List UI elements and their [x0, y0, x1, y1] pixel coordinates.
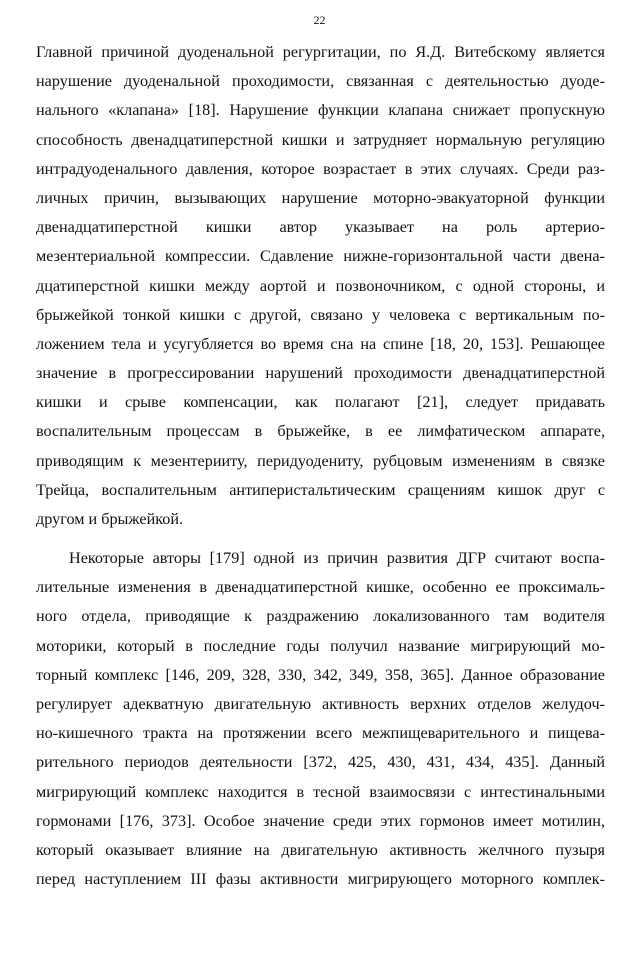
text-line: моторики, который в последние годы получил название мигрирующий мо- [36, 636, 605, 655]
text-line: нарушение дуоденальной проходимости, связанная с деятельностью дуоде- [36, 72, 605, 91]
text-line: который оказывает влияние на двигательную активность желчного пузыря [36, 840, 605, 859]
text-line: приводящим к мезентерииту, перидуодениту, рубцовым изменениям в связке [36, 451, 605, 470]
text-line: перед наступлением III фазы активности мигрирующего моторного комплек- [36, 870, 605, 889]
paragraph-1 [36, 38, 605, 534]
text-line: торный комплекс [146, 209, 328, 330, 342, 349, 358, 365]. Данное образование [36, 665, 605, 684]
text-line: регулирует адекватную двигательную активность верхних отделов желудоч- [36, 694, 605, 713]
text-line: способность двенадцатиперстной кишки и затрудняет нормальную регуляцию [36, 130, 605, 149]
page-number: 22 [313, 13, 326, 27]
text-line: мезентериальной компрессии. Сдавление нижне-горизонтальной части двена- [36, 247, 605, 266]
text-line: другом и брыжейкой. [36, 510, 184, 528]
text-line: кишки и срыве компенсации, как полагают [21], следует придавать [36, 393, 605, 412]
text-line: Трейца, воспалительным антиперистальтическим сращениям кишок друг с [36, 480, 605, 499]
text-line: гормонами [176, 373]. Особое значение среди этих гормонов имеет мотилин, [36, 811, 605, 830]
text-line: рительного периодов деятельности [372, 425, 430, 431, 434, 435]. Данный [36, 753, 605, 772]
text-line: Главной причиной дуоденальной регургитации, по Я.Д. Витебскому является [36, 43, 605, 61]
text-line: двенадцатиперстной кишки автор указывает на роль артерио- [36, 218, 605, 237]
text-line: воспалительным процессам в брыжейке, в ее лимфатическом аппарате, [36, 422, 605, 441]
text-line: Некоторые авторы [179] одной из причин развития ДГР считают воспа- [69, 549, 605, 567]
text-line: но-кишечного тракта на протяжении всего межпищеварительного и пищева- [36, 724, 605, 743]
text-line: значение в прогрессировании нарушений проходимости двенадцатиперстной [36, 364, 605, 383]
text-line: нального «клапана» [18]. Нарушение функции клапана снижает пропускную [36, 101, 605, 120]
text-line: интрадуоденального давления, которое возрастает в этих случаях. Среди раз- [36, 159, 605, 178]
text-line: ного отдела, приводящие к раздражению локализованного там водителя [36, 607, 605, 626]
text-line: лительные изменения в двенадцатиперстной кишке, особенно ее проксималь- [36, 578, 605, 597]
text-line: брыжейкой тонкой кишки с другой, связано у человека с вертикальным по- [36, 305, 605, 324]
text-line: мигрирующий комплекс находится в тесной взаимосвязи с интестинальными [36, 782, 605, 801]
paragraph-2 [36, 544, 605, 894]
text-line: ложением тела и усугубляется во время сна на спине [18, 20, 153]. Решающее [36, 334, 605, 353]
text-line: дцатиперстной кишки между аортой и позвоночником, с одной стороны, и [36, 276, 605, 295]
text-line: личных причин, вызывающих нарушение моторно-эвакуаторной функции [36, 188, 605, 207]
